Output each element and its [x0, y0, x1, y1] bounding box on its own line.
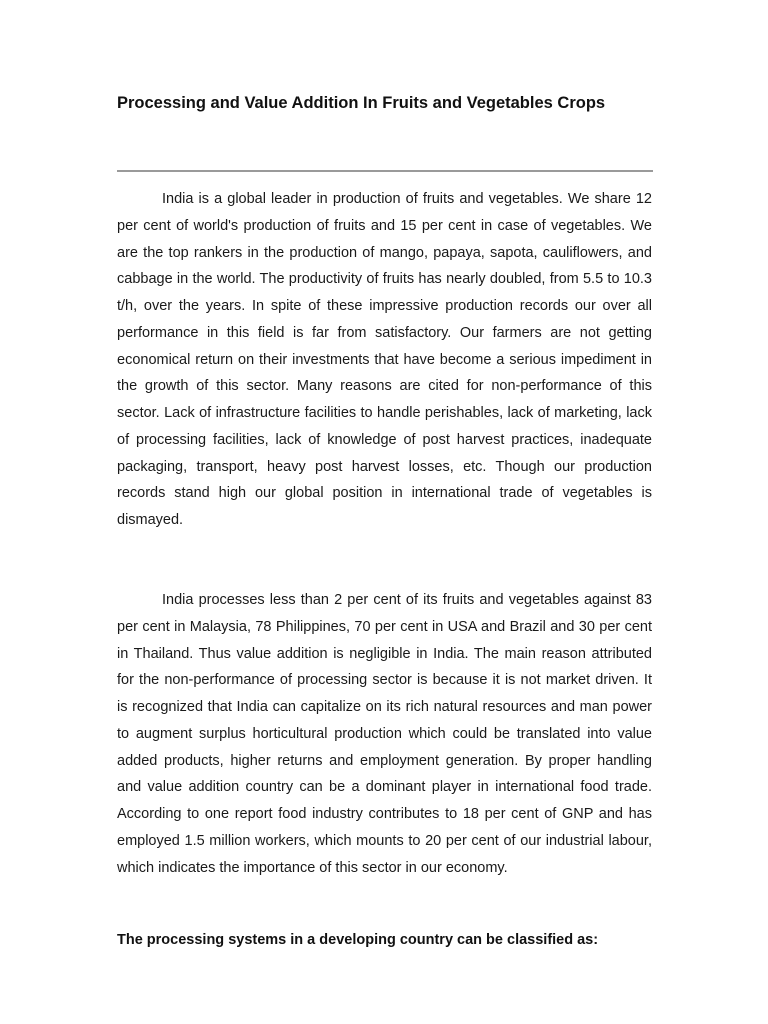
paragraph-global-leader: India is a global leader in production of fruits and vegetables. We share 12 per cent of world's production of fruits and 15 per cent in case of vegetables. We are the top rankers in the production of mango, papaya, sapota, cauliflowers, and cabbage in the world. The productivity of fruits has nearly doubled, from 5.5 to 10.3 t/h, over the years. In spite of these impressive production records our over all performance in this field is far from satisfactory. Our farmers are not getting economical return on their investments that have become a serious impediment in the growth of this sector. Many reasons are cited for non-performance of this sector. Lack of infrastructure facilities to handle perishables, lack of marketing, lack of processing facilities, lack of knowledge of post harvest practices, inadequate packaging, transport, heavy post harvest losses, etc. Though our production records stand high our global position in international trade of vegetables is dismayed. [117, 191, 652, 528]
document-title: Processing and Value Addition In Fruits and Vegetables Crops [117, 94, 606, 112]
paragraph-processing-share: India processes less than 2 per cent of its fruits and vegetables against 83 per cent in Malaysia, 78 Philippines, 70 per cent in USA and Brazil and 30 per cent in Thailand. Thus value addition is negligible in India. The main reason attributed for the non-performance of processing sector is because it is not market driven. It is recognized that India can capitalize on its rich natural resources and man power to augment surplus horticultural production which could be translated into value added products, higher returns and employment generation. By proper handling and value addition country can be a dominant player in international food trade. According to one report food industry contributes to 18 per cent of GNP and has employed 1.5 million workers, which mounts to 20 per cent of our industrial labour, which indicates the importance of this sector in our economy. [117, 592, 652, 876]
section-heading-processing-systems: The processing systems in a developing country can be classified as: [117, 932, 599, 948]
title-divider [117, 170, 653, 172]
